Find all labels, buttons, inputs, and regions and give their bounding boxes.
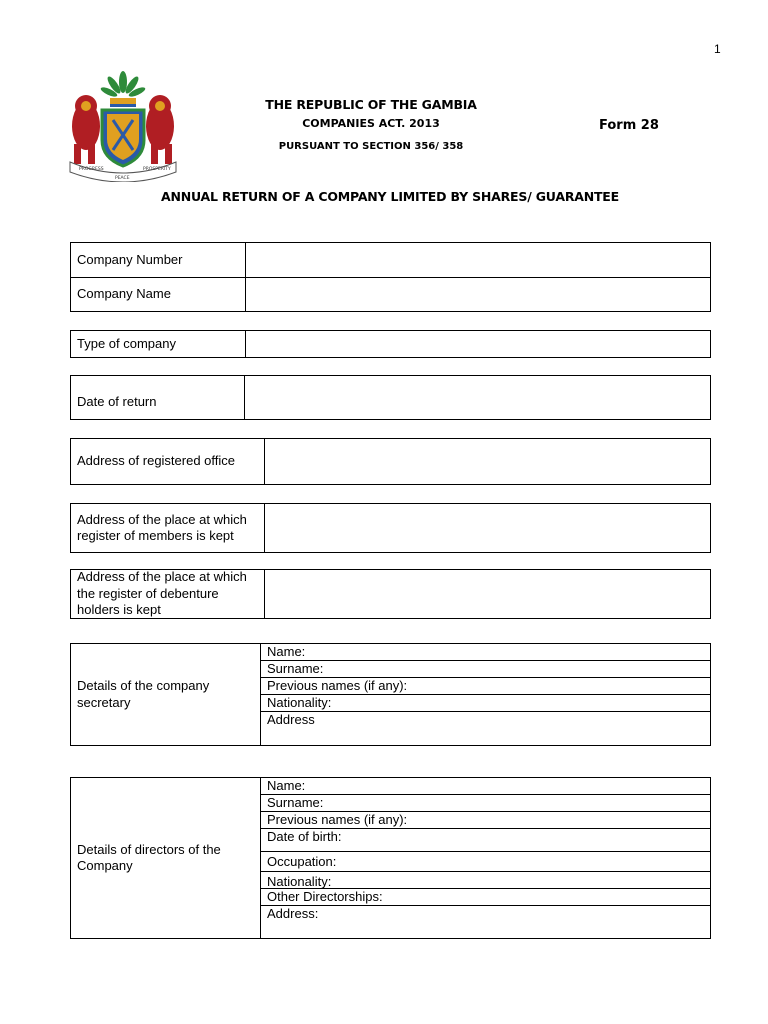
type-of-company-field[interactable]	[246, 331, 710, 357]
register-debenture-label: Address of the place at which the register of debenture holders is kept	[71, 570, 265, 618]
motto-progress: PROGRESS	[79, 167, 104, 172]
date-of-return-row	[70, 375, 711, 420]
registered-office-label: Address of registered office	[71, 439, 265, 484]
registered-office-field[interactable]	[265, 439, 710, 484]
secretary-surname-field[interactable]: Surname:	[261, 661, 710, 678]
director-date-of-birth-field[interactable]: Date of birth:	[261, 829, 710, 852]
company-number-label: Company Number	[71, 243, 246, 277]
director-occupation-field[interactable]: Occupation:	[261, 852, 710, 872]
register-members-label: Address of the place at which register of members is kept	[71, 504, 265, 552]
director-other-directorships-field[interactable]: Other Directorships:	[261, 889, 710, 906]
date-of-return-field[interactable]	[245, 376, 710, 419]
company-name-field[interactable]	[246, 278, 710, 312]
form-title: ANNUAL RETURN OF A COMPANY LIMITED BY SHARES/ GUARANTEE	[160, 189, 619, 204]
director-nationality-field[interactable]: Nationality:	[261, 872, 710, 889]
company-identity-table	[70, 242, 711, 312]
company-name-label: Company Name	[71, 278, 246, 312]
page-number: 1	[714, 42, 721, 56]
director-previous-names-field[interactable]: Previous names (if any):	[261, 812, 710, 829]
republic-heading: THE REPUBLIC OF THE GAMBIA	[265, 97, 477, 112]
type-of-company-label: Type of company	[71, 331, 246, 357]
act-heading: COMPANIES ACT. 2013	[302, 117, 440, 130]
secretary-label: Details of the company secretary	[71, 644, 261, 745]
company-number-field[interactable]	[246, 243, 710, 277]
register-members-row	[70, 503, 711, 553]
registered-office-row	[70, 438, 711, 485]
secretary-name-field[interactable]: Name:	[261, 644, 710, 661]
section-heading: PURSUANT TO SECTION 356/ 358	[278, 141, 464, 152]
secretary-previous-names-field[interactable]: Previous names (if any):	[261, 678, 710, 695]
register-debenture-row	[70, 569, 711, 619]
motto-prosperity: PROSPERITY	[143, 167, 171, 172]
director-address-field[interactable]: Address:	[267, 906, 319, 921]
register-debenture-field[interactable]	[265, 570, 710, 618]
secretary-nationality-field[interactable]: Nationality:	[261, 695, 710, 712]
motto-peace: PEACE	[115, 176, 130, 181]
director-surname-field[interactable]: Surname:	[261, 795, 710, 812]
directors-label: Details of directors of the Company	[71, 778, 261, 938]
type-of-company-row	[70, 330, 711, 358]
register-members-field[interactable]	[265, 504, 710, 552]
director-name-field[interactable]: Name:	[261, 778, 710, 795]
secretary-address-field[interactable]: Address	[267, 712, 315, 727]
secretary-table	[70, 643, 711, 746]
date-of-return-label: Date of return	[71, 376, 245, 419]
form-number: Form 28	[599, 118, 659, 133]
directors-table	[70, 777, 711, 939]
